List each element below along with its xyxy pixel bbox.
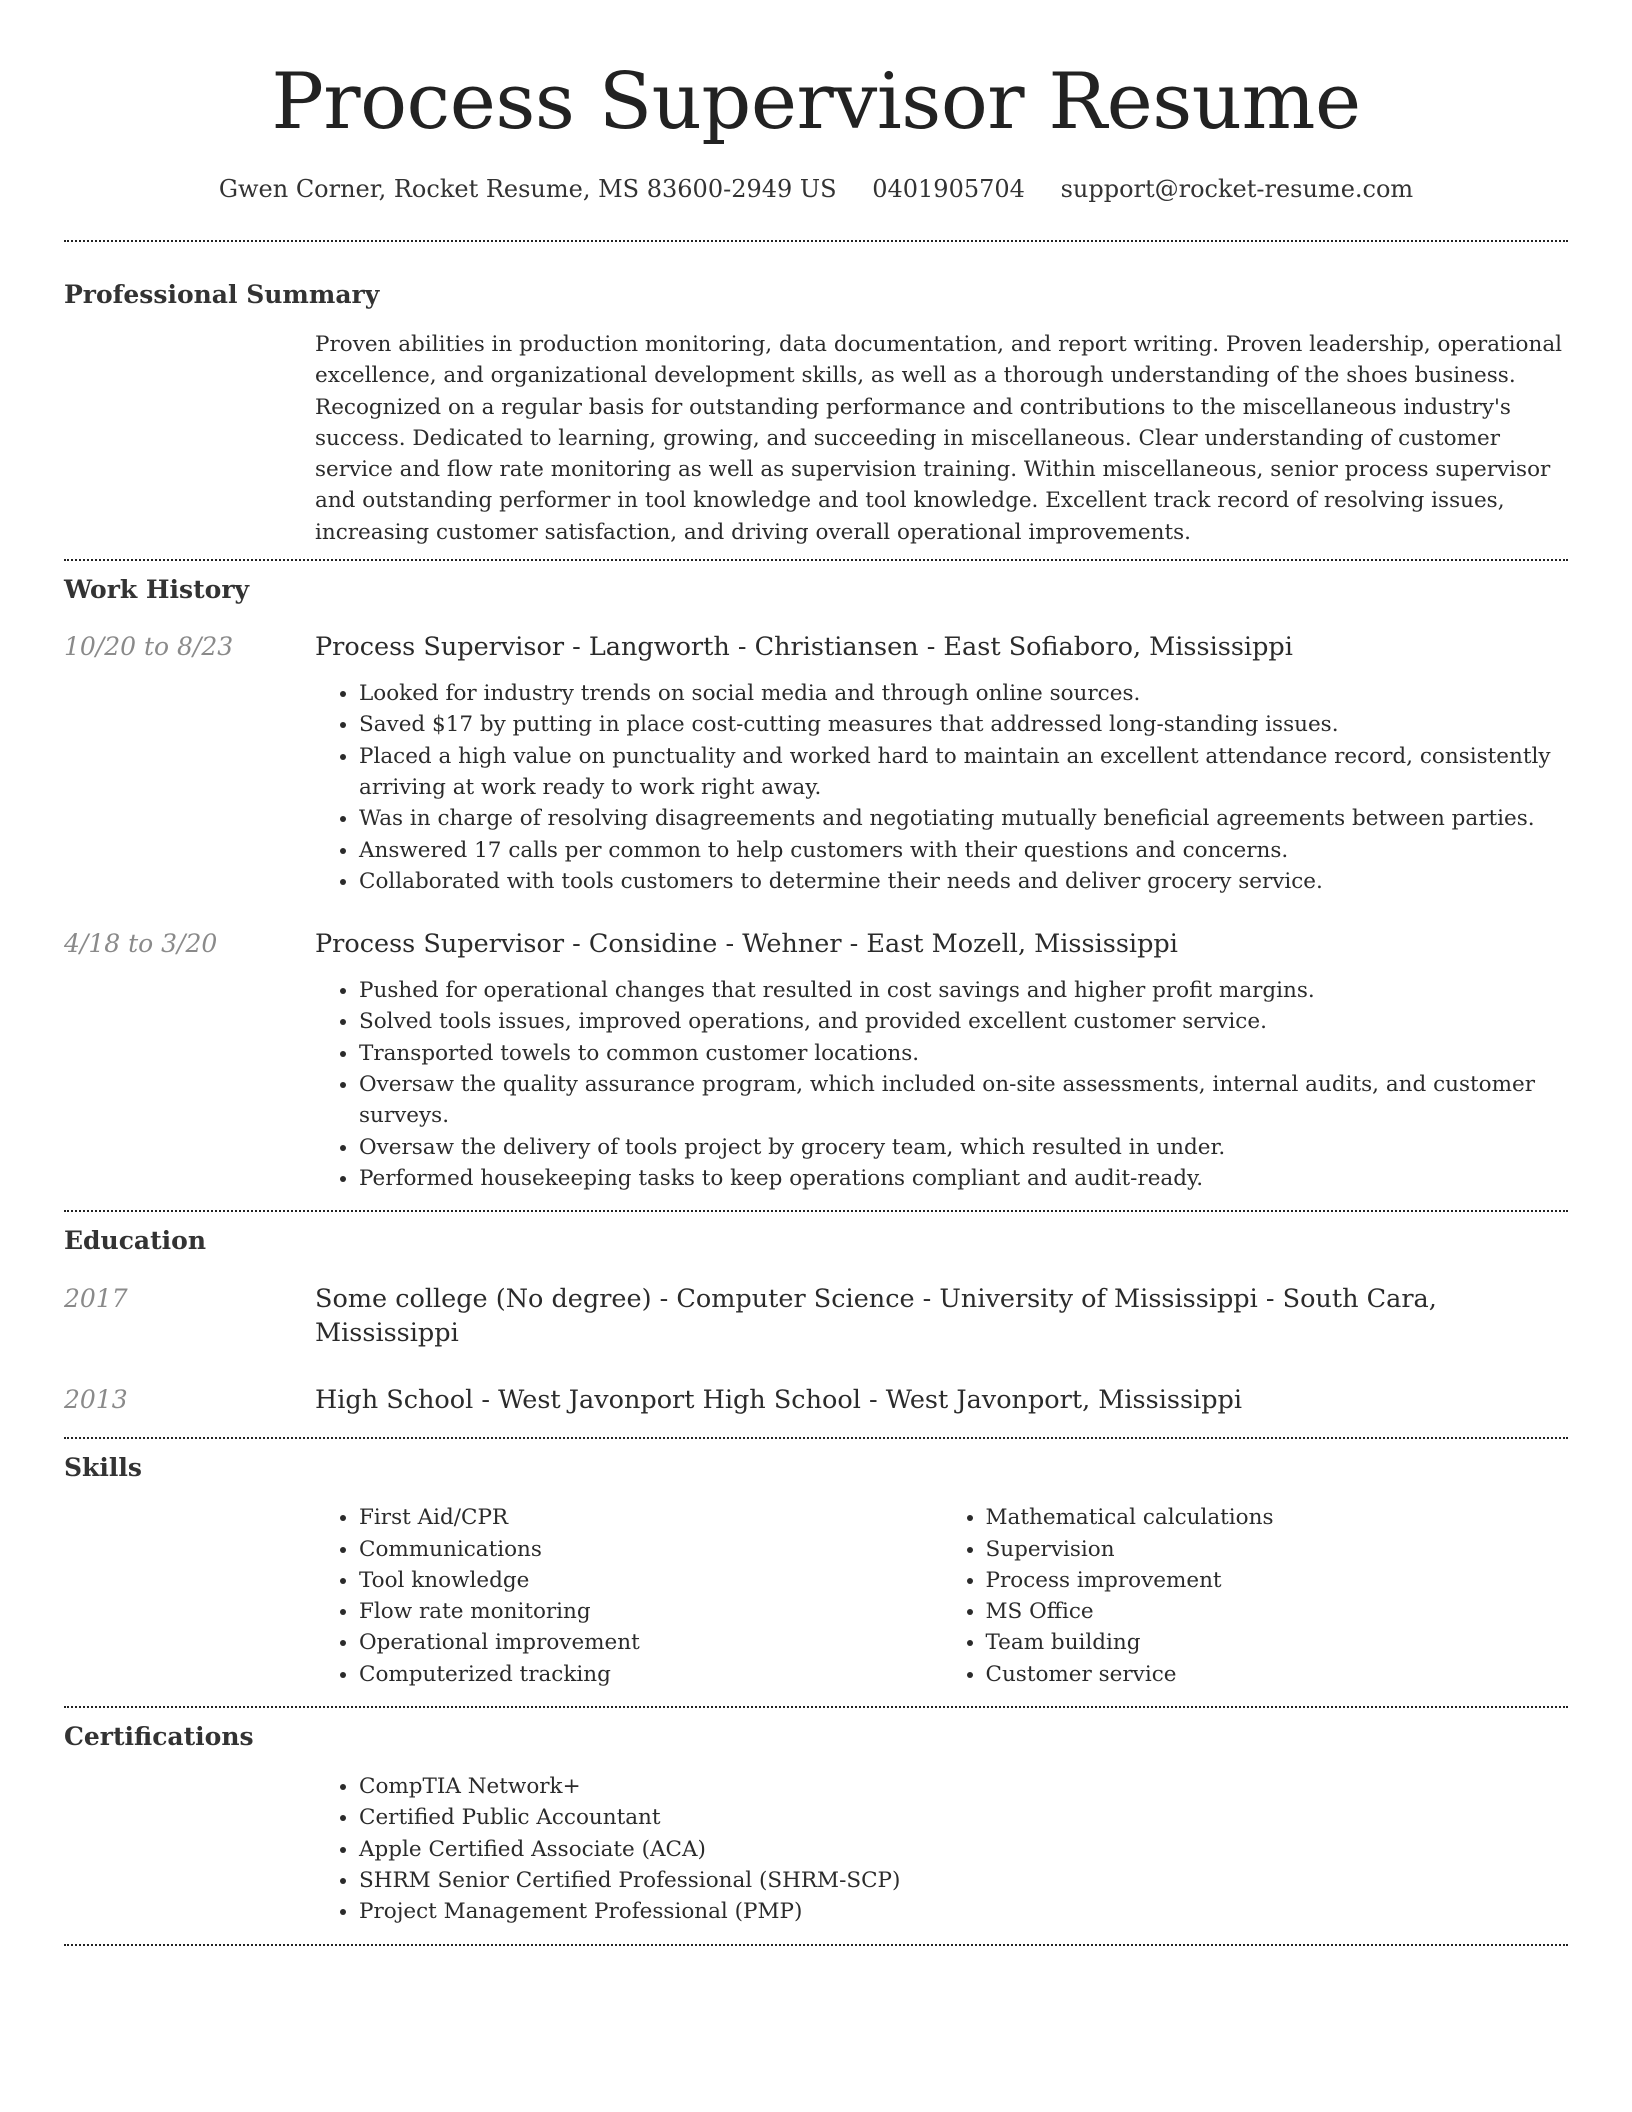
job-title: Process Supervisor - Considine - Wehner - East Mozell, Mississippi bbox=[315, 929, 1178, 960]
summary-text: Proven abilities in production monitoring, data documentation, and report writing. Proven leadership, operational excellence, and organizational development skills, as well as a thorough understanding of the shoes business. Recognized on a regular basis for outstanding performance and contributions to the miscellaneous industry's success. Dedicated to learning, growing, and succeeding in miscellaneous. Clear understanding of customer service and flow rate monitoring as well as supervision training. Within miscellaneous, senior process supervisor and outstanding performer in tool knowledge and tool knowledge. Excellent track record of resolving issues, increasing customer satisfaction, and driving overall operational improvements. bbox=[315, 332, 1563, 545]
resume-page bbox=[64, 0, 1568, 1946]
certification-item: • CompTIA Network+ bbox=[359, 1771, 1568, 1802]
education-entry bbox=[64, 1383, 1568, 1417]
certification-item: • SHRM Senior Certified Professional (SHRM-SCP) bbox=[359, 1865, 1568, 1896]
divider bbox=[64, 1210, 1568, 1212]
divider bbox=[64, 240, 1568, 242]
summary-heading: Professional Summary bbox=[64, 280, 380, 309]
list-item: • Performed housekeeping tasks to keep operations compliant and audit-ready. bbox=[359, 1163, 1568, 1194]
list-item: • Looked for industry trends on social media and through online sources. bbox=[359, 678, 1568, 709]
divider bbox=[64, 559, 1568, 561]
job-dates: 4/18 to 3/20 bbox=[64, 929, 218, 959]
list-item: • Pushed for operational changes that resulted in cost savings and higher profit margins. bbox=[359, 975, 1568, 1006]
skill-item: • Communications bbox=[359, 1534, 942, 1565]
list-item: • Was in charge of resolving disagreements and negotiating mutually beneficial agreements between parties. bbox=[359, 803, 1568, 834]
education-text: High School - West Javonport High School - West Javonport, Mississippi bbox=[315, 1385, 1243, 1416]
list-item: • Solved tools issues, improved operations, and provided excellent customer service. bbox=[359, 1006, 1568, 1037]
skill-item: • Flow rate monitoring bbox=[359, 1596, 942, 1627]
resume-title: Process Supervisor Resume bbox=[271, 57, 1361, 147]
skill-item: • Customer service bbox=[986, 1659, 1569, 1690]
certifications-section bbox=[64, 1720, 1568, 1927]
skills-list-right bbox=[942, 1502, 1569, 1690]
education-year: 2017 bbox=[64, 1284, 128, 1314]
certification-item: • Project Management Professional (PMP) bbox=[359, 1896, 1568, 1927]
skill-item: • Supervision bbox=[986, 1534, 1569, 1565]
job-entry bbox=[64, 630, 1568, 897]
divider bbox=[64, 1706, 1568, 1708]
certifications-heading: Certifications bbox=[64, 1722, 254, 1752]
list-item: • Transported towels to common customer locations. bbox=[359, 1038, 1568, 1069]
skill-item: • Operational improvement bbox=[359, 1627, 942, 1658]
job-bullets bbox=[315, 678, 1568, 897]
education-heading: Education bbox=[64, 1226, 207, 1256]
skill-item: • MS Office bbox=[986, 1596, 1569, 1627]
job-entry bbox=[64, 927, 1568, 1194]
skills-heading: Skills bbox=[64, 1453, 142, 1483]
education-year: 2013 bbox=[64, 1385, 128, 1415]
list-item: • Oversaw the delivery of tools project by grocery team, which resulted in under. bbox=[359, 1132, 1568, 1163]
job-title: Process Supervisor - Langworth - Christiansen - East Sofiaboro, Mississippi bbox=[315, 632, 1293, 663]
education-entry bbox=[64, 1282, 1568, 1350]
list-item: • Placed a high value on punctuality and worked hard to maintain an excellent attendance record, consistently arriving at work ready to work right away. bbox=[359, 741, 1568, 804]
skill-item: • Mathematical calculations bbox=[986, 1502, 1569, 1533]
skills-list-left bbox=[315, 1502, 942, 1690]
education-text: Some college (No degree) - Computer Science - University of Mississippi - South Cara, Mississippi bbox=[315, 1284, 1437, 1349]
certification-item: • Certified Public Accountant bbox=[359, 1802, 1568, 1833]
divider bbox=[64, 1437, 1568, 1439]
contact-line bbox=[64, 172, 1568, 206]
list-item: • Answered 17 calls per common to help customers with their questions and concerns. bbox=[359, 835, 1568, 866]
list-item: • Oversaw the quality assurance program, which included on-site assessments, internal audits, and customer surveys. bbox=[359, 1069, 1568, 1132]
job-dates: 10/20 to 8/23 bbox=[64, 632, 234, 662]
contact-phone: 0401905704 bbox=[872, 175, 1025, 203]
certification-item: • Apple Certified Associate (ACA) bbox=[359, 1834, 1568, 1865]
summary-section bbox=[64, 278, 1568, 548]
list-item: • Saved $17 by putting in place cost-cutting measures that addressed long-standing issues. bbox=[359, 709, 1568, 740]
work-history-heading: Work History bbox=[64, 575, 250, 605]
skill-item: • Tool knowledge bbox=[359, 1565, 942, 1596]
contact-email: support@rocket-resume.com bbox=[1060, 175, 1414, 203]
skill-item: • Computerized tracking bbox=[359, 1659, 942, 1690]
job-bullets bbox=[315, 975, 1568, 1194]
skills-section bbox=[64, 1451, 1568, 1690]
skill-item: • Team building bbox=[986, 1627, 1569, 1658]
contact-address: Gwen Corner, Rocket Resume, MS 83600-2949 US bbox=[218, 175, 837, 203]
list-item: • Collaborated with tools customers to determine their needs and deliver grocery service. bbox=[359, 866, 1568, 897]
divider bbox=[64, 1944, 1568, 1946]
skill-item: • Process improvement bbox=[986, 1565, 1569, 1596]
skill-item: • First Aid/CPR bbox=[359, 1502, 942, 1533]
certifications-list bbox=[315, 1771, 1568, 1927]
education-section bbox=[64, 1224, 1568, 1417]
work-history-section bbox=[64, 573, 1568, 1194]
